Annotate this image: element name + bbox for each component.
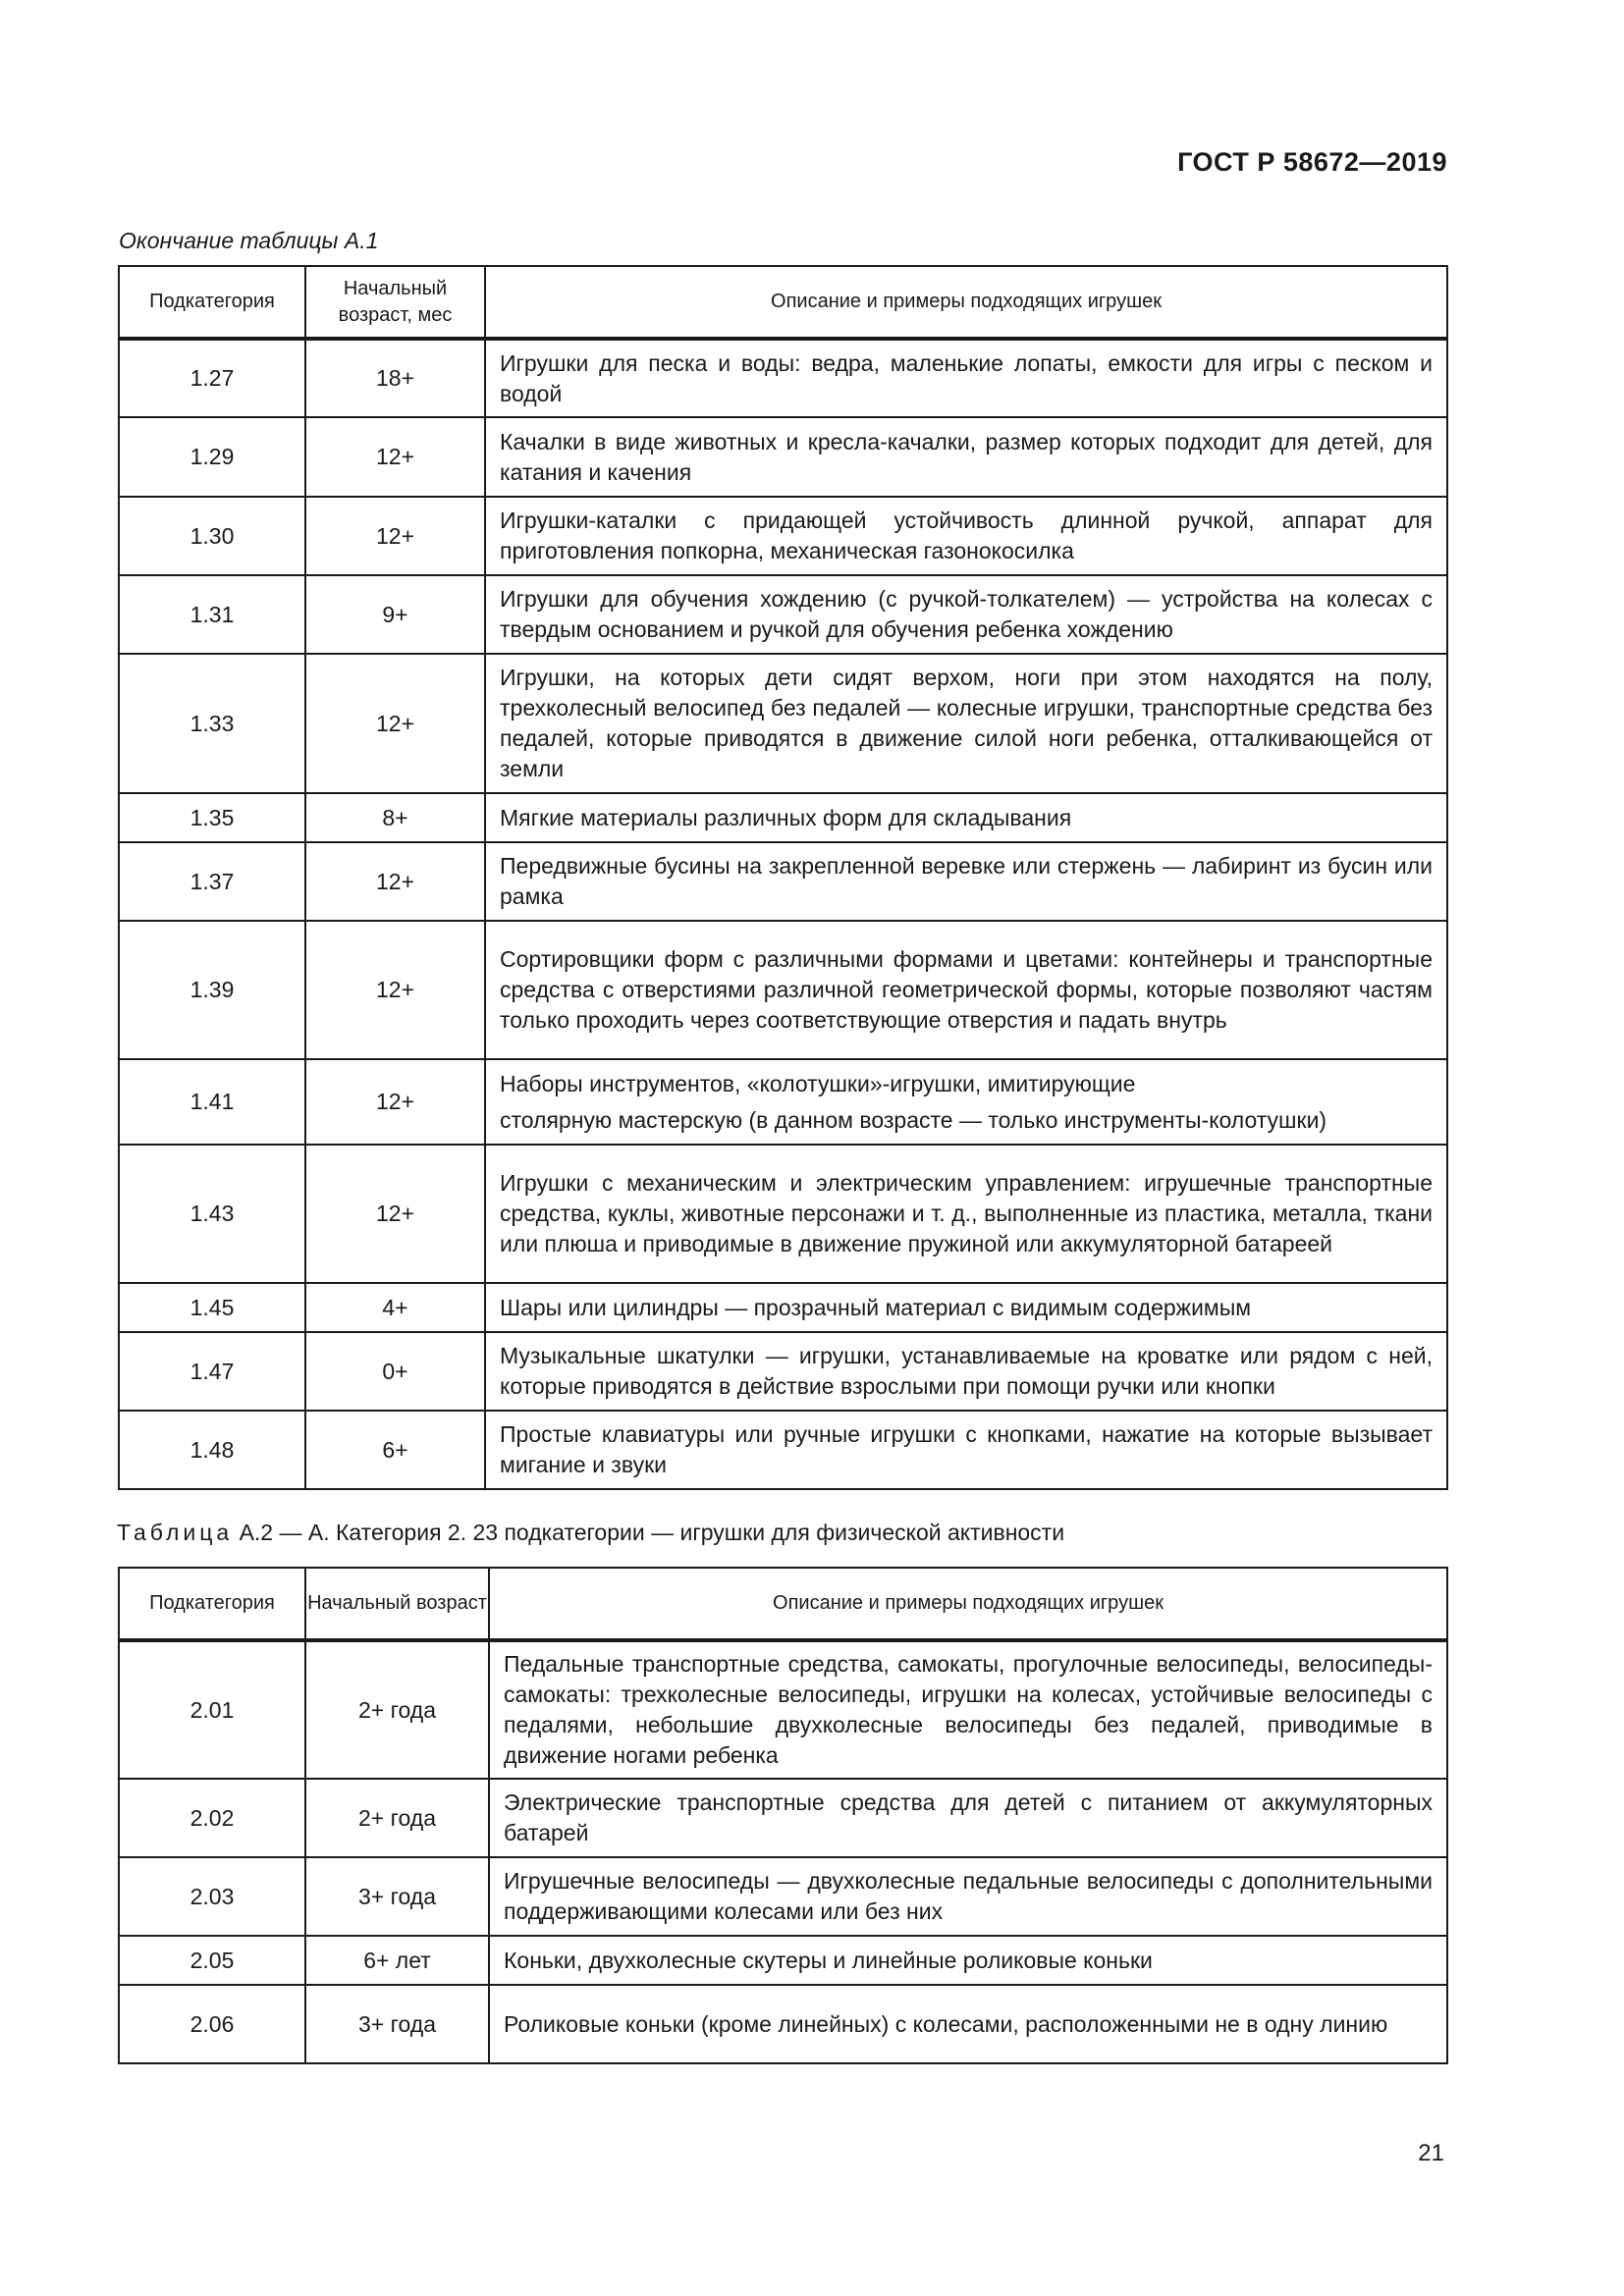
table-header-row <box>119 1568 1447 1640</box>
table-header-row <box>119 266 1447 339</box>
cell-age: 2+ года <box>305 1779 489 1857</box>
cell-description: Игрушки для песка и воды: ведра, маленькие лопаты, емкости для игры с песком и водой <box>485 339 1447 417</box>
table-row <box>119 1640 1447 1779</box>
cell-age: 3+ года <box>305 1857 489 1936</box>
column-header-subcategory: Подкатегория <box>119 266 305 339</box>
table-row <box>119 1059 1447 1145</box>
table-a2-physical-activity <box>118 1567 1448 2064</box>
cell-age: 12+ <box>305 1145 485 1283</box>
table-row <box>119 1145 1447 1283</box>
cell-subcategory: 1.43 <box>119 1145 305 1283</box>
cell-age: 12+ <box>305 654 485 793</box>
column-header-age: Начальный возраст <box>305 1568 489 1640</box>
cell-subcategory: 1.29 <box>119 417 305 497</box>
cell-description-line: Наборы инструментов, «колотушки»-игрушки, имитирующие <box>500 1070 1136 1096</box>
cell-subcategory: 2.06 <box>119 1985 305 2063</box>
cell-subcategory: 2.01 <box>119 1640 305 1779</box>
cell-description: Игрушки-каталки с придающей устойчивость длинной ручкой, аппарат для приготовления попкорна, механическая газонокосилка <box>485 497 1447 575</box>
cell-age: 0+ <box>305 1332 485 1411</box>
cell-description: Шары или цилиндры — прозрачный материал с видимым содержимым <box>485 1283 1447 1332</box>
cell-subcategory: 1.30 <box>119 497 305 575</box>
cell-age: 12+ <box>305 497 485 575</box>
cell-description: Простые клавиатуры или ручные игрушки с кнопками, нажатие на которые вызывает мигание и звуки <box>485 1411 1447 1489</box>
table-row <box>119 1857 1447 1936</box>
table-row <box>119 1936 1447 1985</box>
cell-description: Музыкальные шкатулки — игрушки, устанавливаемые на кроватке или рядом с ней, которые приводятся в действие взрослыми при помощи ручки или кнопки <box>485 1332 1447 1411</box>
column-header-description: Описание и примеры подходящих игрушек <box>489 1568 1447 1640</box>
cell-age: 6+ <box>305 1411 485 1489</box>
table-a1-continuation <box>118 265 1448 1490</box>
cell-age: 12+ <box>305 842 485 921</box>
cell-subcategory: 2.03 <box>119 1857 305 1936</box>
cell-description: Коньки, двухколесные скутеры и линейные роликовые коньки <box>489 1936 1447 1985</box>
cell-subcategory: 1.41 <box>119 1059 305 1145</box>
cell-description: Игрушечные велосипеды — двухколесные педальные велосипеды с дополнительными поддерживающими колесами или без них <box>489 1857 1447 1936</box>
cell-description: Игрушки с механическим и электрическим управлением: игрушечные транспортные средства, куклы, животные персонажи и т. д., выполненные из пластика, металла, ткани или плюша и приводимые в движение пружиной или аккумуляторной батареей <box>485 1145 1447 1283</box>
table-row <box>119 575 1447 654</box>
cell-subcategory: 1.39 <box>119 921 305 1059</box>
cell-subcategory: 1.27 <box>119 339 305 417</box>
cell-age: 2+ года <box>305 1640 489 1779</box>
cell-age: 8+ <box>305 793 485 842</box>
cell-subcategory: 2.02 <box>119 1779 305 1857</box>
table-1-caption: Окончание таблицы А.1 <box>119 228 379 253</box>
table-row <box>119 1332 1447 1411</box>
cell-description: Передвижные бусины на закрепленной веревке или стержень — лабиринт из бусин или рамка <box>485 842 1447 921</box>
document-standard-number: ГОСТ Р 58672—2019 <box>1177 147 1447 177</box>
cell-subcategory: 1.35 <box>119 793 305 842</box>
cell-age: 3+ года <box>305 1985 489 2063</box>
table-2-caption <box>117 1520 1064 1546</box>
table-row <box>119 842 1447 921</box>
cell-subcategory: 1.45 <box>119 1283 305 1332</box>
column-header-subcategory: Подкатегория <box>119 1568 305 1640</box>
table-2-caption-title: А.2 — А. Категория 2. 23 подкатегории — игрушки для физической активности <box>233 1520 1065 1545</box>
table-row <box>119 1779 1447 1857</box>
cell-age: 6+ лет <box>305 1936 489 1985</box>
table-row <box>119 921 1447 1059</box>
cell-description <box>485 1059 1447 1145</box>
cell-description: Роликовые коньки (кроме линейных) с колесами, расположенными не в одну линию <box>489 1985 1447 2063</box>
table-row <box>119 497 1447 575</box>
cell-description: Электрические транспортные средства для детей с питанием от аккумуляторных батарей <box>489 1779 1447 1857</box>
cell-description: Мягкие материалы различных форм для складывания <box>485 793 1447 842</box>
page-number: 21 <box>1418 2140 1444 2166</box>
cell-subcategory: 2.05 <box>119 1936 305 1985</box>
cell-age: 4+ <box>305 1283 485 1332</box>
cell-description: Педальные транспортные средства, самокаты, прогулочные велосипеды, велосипеды-самокаты: трехколесные велосипеды, игрушки на колесах, устойчивые велосипеды с педалями, небольшие двухколесные велосипеды без педалей, приводимые в движение ногами ребенка <box>489 1640 1447 1779</box>
cell-subcategory: 1.48 <box>119 1411 305 1489</box>
cell-age: 12+ <box>305 417 485 497</box>
column-header-description: Описание и примеры подходящих игрушек <box>485 266 1447 339</box>
table-row <box>119 793 1447 842</box>
cell-age: 9+ <box>305 575 485 654</box>
cell-age: 12+ <box>305 1059 485 1145</box>
cell-description-line: столярную мастерскую (в данном возрасте — только инструменты-колотушки) <box>500 1106 1327 1133</box>
cell-description: Сортировщики форм с различными формами и цветами: контейнеры и транспортные средства с отверстиями различной геометрической формы, которые позволяют частям только проходить через соответствующие отверстия и падать внутрь <box>485 921 1447 1059</box>
table-row <box>119 339 1447 417</box>
cell-description: Качалки в виде животных и кресла-качалки, размер которых подходит для детей, для катания и качения <box>485 417 1447 497</box>
cell-subcategory: 1.33 <box>119 654 305 793</box>
cell-description: Игрушки для обучения хождению (с ручкой-толкателем) — устройства на колесах с твердым основанием и ручкой для обучения ребенка хождению <box>485 575 1447 654</box>
table-row <box>119 654 1447 793</box>
table-row <box>119 1985 1447 2063</box>
table-row <box>119 1411 1447 1489</box>
cell-subcategory: 1.47 <box>119 1332 305 1411</box>
column-header-age: Начальный возраст, мес <box>305 266 485 339</box>
table-row <box>119 417 1447 497</box>
cell-subcategory: 1.37 <box>119 842 305 921</box>
table-row <box>119 1283 1447 1332</box>
cell-description: Игрушки, на которых дети сидят верхом, ноги при этом находятся на полу, трехколесный велосипед без педалей — колесные игрушки, транспортные средства без педалей, которые приводятся в движение силой ноги ребенка, отталкивающейся от земли <box>485 654 1447 793</box>
table-2-caption-prefix: Таблица <box>117 1520 234 1545</box>
cell-age: 12+ <box>305 921 485 1059</box>
cell-subcategory: 1.31 <box>119 575 305 654</box>
cell-age: 18+ <box>305 339 485 417</box>
